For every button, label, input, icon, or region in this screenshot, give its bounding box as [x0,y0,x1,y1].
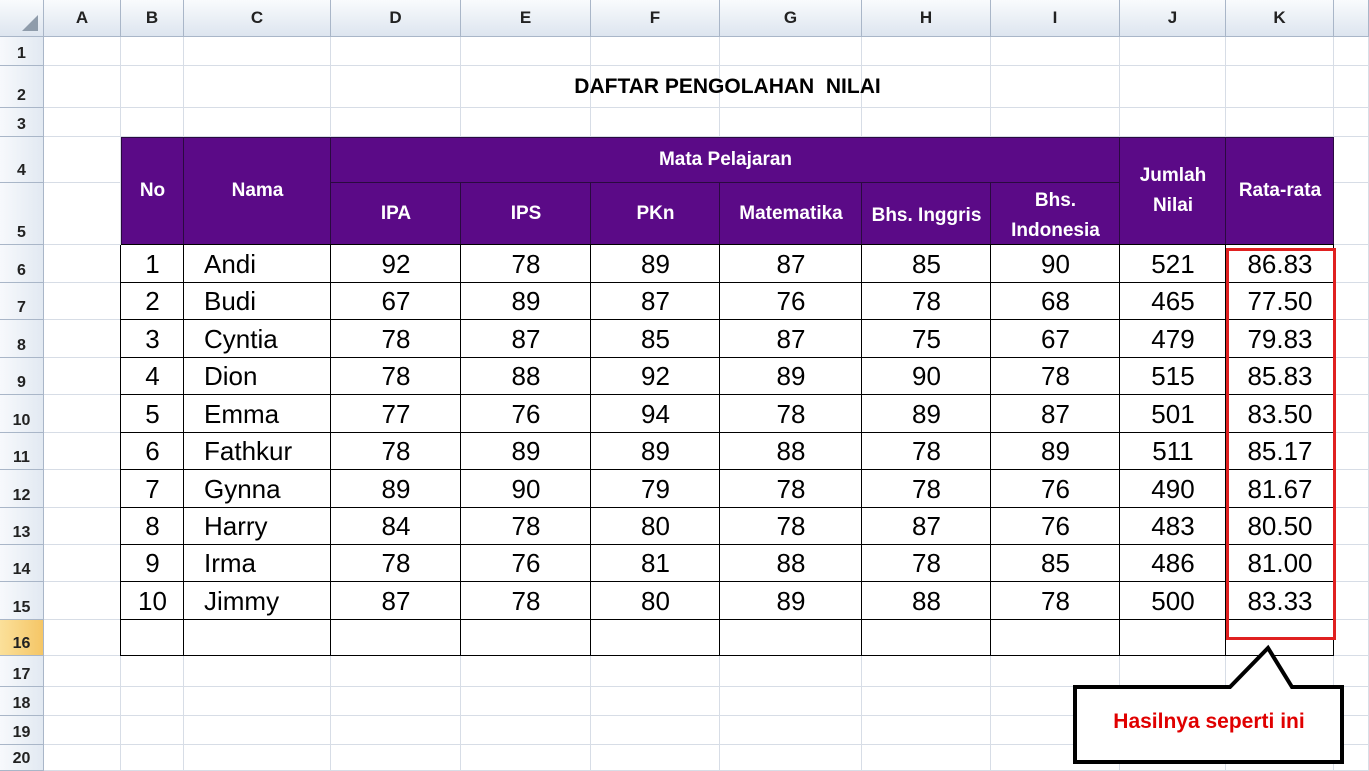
callout-text: Hasilnya seperti ini [1113,710,1305,733]
cell-rata-rata[interactable]: 79.83 [1247,323,1313,354]
row-header-16[interactable]: 16 [0,620,44,656]
column-header-a[interactable]: A [44,0,121,37]
table-border [120,245,121,656]
table-border [719,245,720,656]
column-header-filler [1334,0,1369,37]
table-border [861,245,862,656]
header-divider [861,183,862,245]
cell-jumlah-nilai[interactable]: 500 [1151,585,1195,616]
cell-rata-rata[interactable]: 83.50 [1247,398,1313,429]
table-border [183,245,184,656]
table-border [121,581,1334,582]
cell-ipa[interactable]: 84 [381,511,411,541]
column-header-j[interactable]: J [1120,0,1226,37]
header-subject: Bhs. Inggris [862,183,991,245]
cell-bhs-inggris[interactable]: 90 [912,361,941,391]
table-border [121,544,1334,545]
cell-jumlah-nilai[interactable]: 515 [1151,361,1195,391]
cell-ipa[interactable]: 78 [381,323,411,354]
cell-nama[interactable]: Budi [204,286,257,316]
row-header-12[interactable]: 12 [0,470,44,508]
cell-pkn[interactable]: 79 [641,473,670,504]
cell-no[interactable]: 4 [145,361,160,391]
cell-bhs-inggris[interactable]: 88 [912,585,941,616]
cell-ipa[interactable]: 87 [381,585,411,616]
column-header-c[interactable]: C [184,0,331,37]
cell-nama[interactable]: Andi [204,248,257,279]
cell-bhs-indonesia[interactable]: 90 [1041,248,1070,279]
cell-pkn[interactable]: 89 [641,248,670,279]
cell-nama[interactable]: Cyntia [204,323,278,354]
row-header-10[interactable]: 10 [0,395,44,433]
column-header-g[interactable]: G [720,0,862,37]
cell-bhs-inggris[interactable]: 78 [912,548,941,578]
cell-pkn[interactable]: 85 [641,323,670,354]
row-header-15[interactable]: 15 [0,582,44,620]
cell-nama[interactable]: Emma [204,398,280,429]
cell-rata-rata[interactable]: 83.33 [1247,585,1313,616]
table-border [121,357,1334,358]
table-border [1333,245,1334,656]
table-border [121,432,1334,433]
cell-ipa[interactable]: 92 [381,248,411,279]
row-header-3[interactable]: 3 [0,108,44,137]
column-header-h[interactable]: H [862,0,991,37]
header-subject: Bhs. Indonesia [991,183,1120,245]
table-border [330,245,331,656]
row-header-6[interactable]: 6 [0,245,44,283]
cell-nama[interactable]: Fathkur [204,436,293,466]
cell-rata-rata[interactable]: 77.50 [1247,286,1313,316]
cell-pkn[interactable]: 94 [641,398,670,429]
row-header-13[interactable]: 13 [0,508,44,545]
cell-matematika[interactable]: 87 [776,323,806,354]
column-header-f[interactable]: F [591,0,720,37]
table-border [990,245,991,656]
column-header-d[interactable]: D [331,0,461,37]
header-divider [330,137,331,245]
header-nama: Nama [184,137,331,245]
cell-jumlah-nilai[interactable]: 511 [1152,436,1194,466]
cell-pkn[interactable]: 92 [641,361,670,391]
header-divider [1119,137,1120,245]
cell-ipa[interactable]: 77 [381,398,411,429]
sheet-title: DAFTAR PENGOLAHAN NILAI [574,75,881,98]
row-header-14[interactable]: 14 [0,545,44,582]
header-subject: IPA [331,183,461,245]
cell-matematika[interactable]: 88 [776,548,806,578]
cell-matematika[interactable]: 87 [776,248,806,279]
cell-bhs-indonesia[interactable]: 68 [1041,286,1070,316]
cell-matematika[interactable]: 78 [776,511,806,541]
cell-ipa[interactable]: 89 [381,473,411,504]
cell-no[interactable]: 6 [145,436,160,466]
cell-bhs-inggris[interactable]: 85 [912,248,941,279]
header-divider [719,183,720,245]
cell-matematika[interactable]: 76 [776,286,806,316]
row-header-11[interactable]: 11 [0,433,44,470]
cell-matematika[interactable]: 88 [776,436,806,466]
cell-pkn[interactable]: 80 [641,585,670,616]
cell-rata-rata[interactable]: 81.00 [1247,548,1313,578]
cell-pkn[interactable]: 89 [641,436,670,466]
row-header-17[interactable]: 17 [0,656,44,687]
table-border [121,469,1334,470]
cell-jumlah-nilai[interactable]: 521 [1151,248,1195,279]
cell-ips[interactable]: 88 [511,361,541,391]
cell-nama[interactable]: Harry [204,511,268,541]
cell-rata-rata[interactable]: 81.67 [1247,473,1313,504]
header-no: No [121,137,184,245]
cell-rata-rata[interactable]: 80.50 [1247,511,1313,541]
cell-bhs-inggris[interactable]: 89 [912,398,941,429]
cell-ips[interactable]: 76 [511,398,541,429]
cell-ips[interactable]: 78 [511,585,541,616]
cell-ips[interactable]: 87 [511,323,541,354]
cell-ips[interactable]: 76 [511,548,541,578]
cell-matematika[interactable]: 78 [776,473,806,504]
cell-bhs-indonesia[interactable]: 89 [1041,436,1070,466]
cell-no[interactable]: 10 [138,585,167,616]
cell-no[interactable]: 5 [145,398,160,429]
cell-ipa[interactable]: 78 [381,361,411,391]
cell-rata-rata[interactable]: 86.83 [1247,248,1313,279]
cell-ipa[interactable]: 67 [381,286,411,316]
cell-jumlah-nilai[interactable]: 501 [1151,398,1195,429]
cell-nama[interactable]: Dion [204,361,258,391]
cell-matematika[interactable]: 89 [776,361,806,391]
cell-jumlah-nilai[interactable]: 490 [1151,473,1195,504]
header-subject: Matematika [720,183,862,245]
cell-ips[interactable]: 78 [511,511,541,541]
row-header-5[interactable]: 5 [0,183,44,245]
row-header-18[interactable]: 18 [0,687,44,716]
cell-ipa[interactable]: 78 [381,436,411,466]
cell-no[interactable]: 8 [145,511,160,541]
row-header-4[interactable]: 4 [0,137,44,183]
column-header-e[interactable]: E [461,0,591,37]
cell-pkn[interactable]: 87 [641,286,670,316]
cell-no[interactable]: 9 [145,548,160,578]
cell-nama[interactable]: Irma [204,548,256,578]
table-border [121,282,1334,283]
select-all-corner[interactable] [0,0,44,37]
cell-rata-rata[interactable]: 85.83 [1247,361,1313,391]
header-jumlah-nilai: Jumlah Nilai [1120,137,1226,245]
column-header-b[interactable]: B [121,0,184,37]
table-border [121,619,1334,620]
table-border [121,319,1334,320]
cell-bhs-inggris[interactable]: 78 [912,286,941,316]
header-subject: PKn [591,183,720,245]
cell-no[interactable]: 1 [145,248,160,279]
cell-jumlah-nilai[interactable]: 479 [1151,323,1195,354]
cell-bhs-indonesia[interactable]: 78 [1041,585,1070,616]
row-header-7[interactable]: 7 [0,283,44,320]
row-header-20[interactable]: 20 [0,745,44,771]
header-divider [990,183,991,245]
header-divider [183,137,184,245]
cell-no[interactable]: 2 [145,286,160,316]
cell-nama[interactable]: Jimmy [204,585,280,616]
row-header-8[interactable]: 8 [0,320,44,358]
cell-matematika[interactable]: 89 [776,585,806,616]
row-header-1[interactable]: 1 [0,37,44,66]
row-header-19[interactable]: 19 [0,716,44,745]
cell-jumlah-nilai[interactable]: 483 [1151,511,1195,541]
column-header-i[interactable]: I [991,0,1120,37]
header-divider [460,183,461,245]
cell-bhs-inggris[interactable]: 75 [912,323,941,354]
row-header-2[interactable]: 2 [0,66,44,108]
cell-pkn[interactable]: 81 [641,548,670,578]
header-rata-rata: Rata-rata [1226,137,1334,245]
cell-ips[interactable]: 78 [511,248,541,279]
table-border [1119,245,1120,656]
cell-bhs-inggris[interactable]: 87 [912,511,941,541]
header-subject: IPS [461,183,591,245]
cell-bhs-indonesia[interactable]: 76 [1041,473,1070,504]
cell-jumlah-nilai[interactable]: 486 [1151,548,1195,578]
header-divider [1225,137,1226,245]
cell-bhs-inggris[interactable]: 78 [912,436,941,466]
cell-bhs-inggris[interactable]: 78 [912,473,941,504]
header-mata-pelajaran: Mata Pelajaran [331,137,1120,183]
cell-jumlah-nilai[interactable]: 465 [1151,286,1195,316]
row-header-9[interactable]: 9 [0,358,44,395]
cell-pkn[interactable]: 80 [641,511,670,541]
cell-no[interactable]: 7 [145,473,160,504]
table-border [590,245,591,656]
cell-bhs-indonesia[interactable]: 76 [1041,511,1070,541]
cell-bhs-indonesia[interactable]: 85 [1041,548,1070,578]
header-divider [590,183,591,245]
table-border [121,507,1334,508]
cell-ips[interactable]: 89 [511,436,541,466]
table-border [121,394,1334,395]
table-border [460,245,461,656]
cell-ips[interactable]: 89 [511,286,541,316]
cell-ips[interactable]: 90 [511,473,541,504]
cell-bhs-indonesia[interactable]: 87 [1041,398,1070,429]
cell-bhs-indonesia[interactable]: 67 [1041,323,1070,354]
cell-nama[interactable]: Gynna [204,473,281,504]
column-header-k[interactable]: K [1226,0,1334,37]
select-all-triangle-icon [22,15,38,31]
cell-rata-rata[interactable]: 85.17 [1247,436,1313,466]
cell-matematika[interactable]: 78 [776,398,806,429]
table-border [121,244,1334,245]
cell-bhs-indonesia[interactable]: 78 [1041,361,1070,391]
table-border [1225,245,1226,656]
cell-no[interactable]: 3 [145,323,160,354]
cell-ipa[interactable]: 78 [381,548,411,578]
header-divider [331,182,1120,183]
